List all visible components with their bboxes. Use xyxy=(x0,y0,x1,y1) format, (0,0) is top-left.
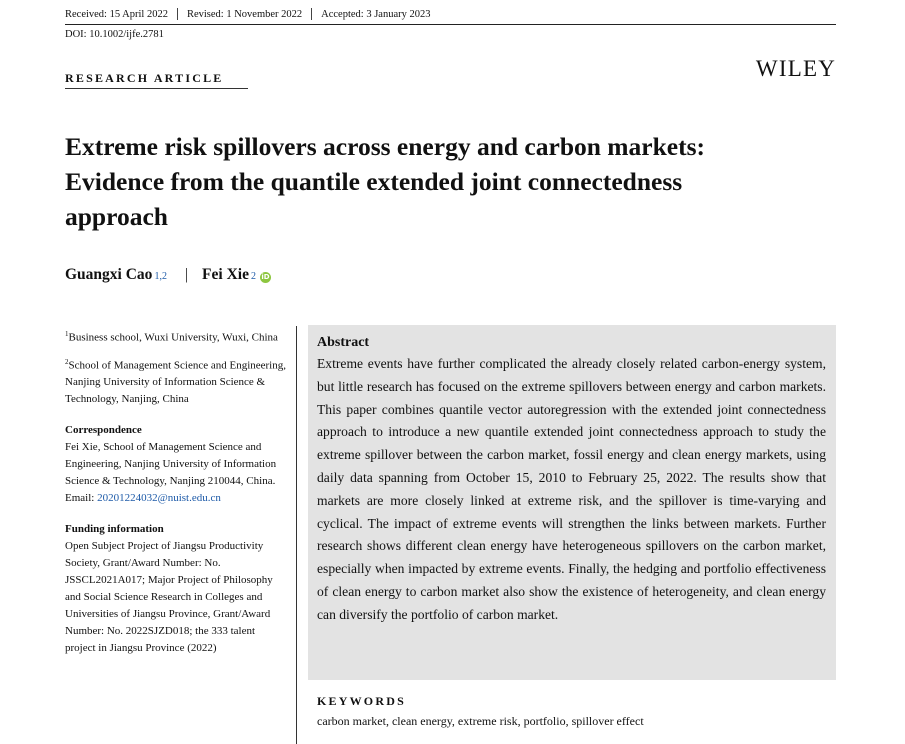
keywords-heading: KEYWORDS xyxy=(317,694,406,708)
article-type-rule xyxy=(65,88,248,89)
doi[interactable]: DOI: 10.1002/ijfe.2781 xyxy=(65,29,164,40)
correspondence-heading: Correspondence xyxy=(65,424,142,437)
author-affiliation-ref[interactable]: 2 xyxy=(250,271,256,282)
abstract xyxy=(317,333,826,627)
correspondence-text: Fei Xie, School of Management Science and Engineering, Nanjing University of Information Science & Technology, Nanjing 210044, China. xyxy=(65,441,277,488)
abstract-heading: Abstract xyxy=(317,335,370,350)
date-separator xyxy=(177,8,178,20)
author-list xyxy=(65,266,271,284)
affiliation xyxy=(65,326,287,347)
affiliation xyxy=(65,354,287,409)
article-type: RESEARCH ARTICLE xyxy=(65,71,224,85)
affiliation-number: 2 xyxy=(65,357,69,366)
funding-heading: Funding information xyxy=(65,523,164,536)
funding-text: Open Subject Project of Jiangsu Productivity Society, Grant/Award Number: No. JSSCL2021A017; Major Project of Philosophy and Social Science Research in Colleges and Universities of Jiangsu Province, Grant/Award Number: No. 2022SJZD018; the 333 talent project in Jiangsu Province (2022) xyxy=(65,540,273,655)
author-affiliation-ref[interactable]: 1,2 xyxy=(154,271,167,282)
orcid-icon[interactable]: iD xyxy=(261,273,270,281)
abstract-text: Extreme events have further complicated the already closely related carbon-energy system, but little research has focused on the extreme spillovers between energy and carbon markets. This paper combines quantile vector autoregression with the extended joint connectedness approach to introduce a new quantile extended joint connectedness approach to study the extreme spillover between the carbon market, fossil energy and clean energy markets, using daily data spanning from October 15, 2010 to February 25, 2022. The results show that markets are more closely linked at extreme risk, and the spillover is time-varying and cyclical. The impact of extreme events will strengthen the links between markets. Further research shows different clean energy have heterogeneous spillovers on the carbon market, especially when impacted by extreme events. Finally, the hedging and portfolio effectiveness of clean energy to carbon market also show the existence of heterogeneity, and clean energy can diversify the portfolio of carbon market. xyxy=(317,356,826,622)
author-name[interactable]: Guangxi Cao xyxy=(65,266,153,283)
revised-date: Revised: 1 November 2022 xyxy=(186,8,303,20)
email-label: Email: xyxy=(65,492,95,505)
front-matter-sidebar xyxy=(65,326,287,657)
publisher-logo: WILEY xyxy=(755,56,836,81)
column-divider xyxy=(296,326,297,744)
keywords-list: carbon market, clean energy, extreme risk, portfolio, spillover effect xyxy=(317,714,644,728)
email-link[interactable]: 20201224032@nuist.edu.cn xyxy=(97,492,221,505)
date-separator xyxy=(311,8,312,20)
affiliation-text: School of Management Science and Engineering, Nanjing University of Information Science & Technology, Nanjing, China xyxy=(65,359,286,406)
paper-title: Extreme risk spillovers across energy and carbon markets: Evidence from the quantile extended joint connectedness approach xyxy=(65,132,706,231)
correspondence-email xyxy=(65,490,287,507)
affiliation-number: 1 xyxy=(65,330,69,338)
history-dates xyxy=(65,8,430,20)
author-name[interactable]: Fei Xie xyxy=(202,266,249,283)
received-date: Received: 15 April 2022 xyxy=(65,8,168,20)
header-rule xyxy=(65,24,836,25)
accepted-date: Accepted: 3 January 2023 xyxy=(321,8,431,20)
affiliation-text: Business school, Wuxi University, Wuxi, China xyxy=(68,331,278,344)
author-separator: | xyxy=(184,266,189,283)
